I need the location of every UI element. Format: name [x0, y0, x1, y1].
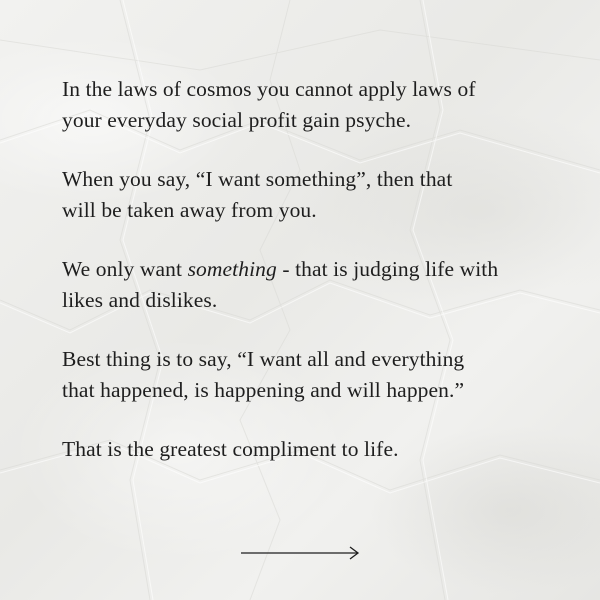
paragraph-line: your everyday social profit gain psyche. [62, 108, 412, 132]
quote-text [62, 74, 562, 493]
paragraph-compliment [62, 434, 562, 465]
paragraph-line-start: We only want [62, 257, 188, 281]
paragraph-line: When you say, “I want something”, then that [62, 167, 453, 191]
paragraph-judging-life [62, 254, 562, 316]
paragraph-line: will be taken away from you. [62, 198, 317, 222]
emphasized-word: something [187, 257, 277, 281]
paragraph-line-end: - that is judging life with [276, 257, 499, 281]
paragraph-line: Best thing is to say, “I want all and everything [62, 347, 465, 371]
paragraph-want-everything [62, 344, 562, 406]
paragraph-line: that happened, is happening and will happen.” [62, 378, 465, 402]
paragraph-line: In the laws of cosmos you cannot apply laws of [62, 77, 476, 101]
paragraph-line: likes and dislikes. [62, 288, 218, 312]
paragraph-want-something [62, 164, 562, 226]
paragraph-line: That is the greatest compliment to life. [62, 437, 399, 461]
paragraph-cosmos-laws [62, 74, 562, 136]
arrow-right-icon[interactable] [241, 545, 361, 561]
